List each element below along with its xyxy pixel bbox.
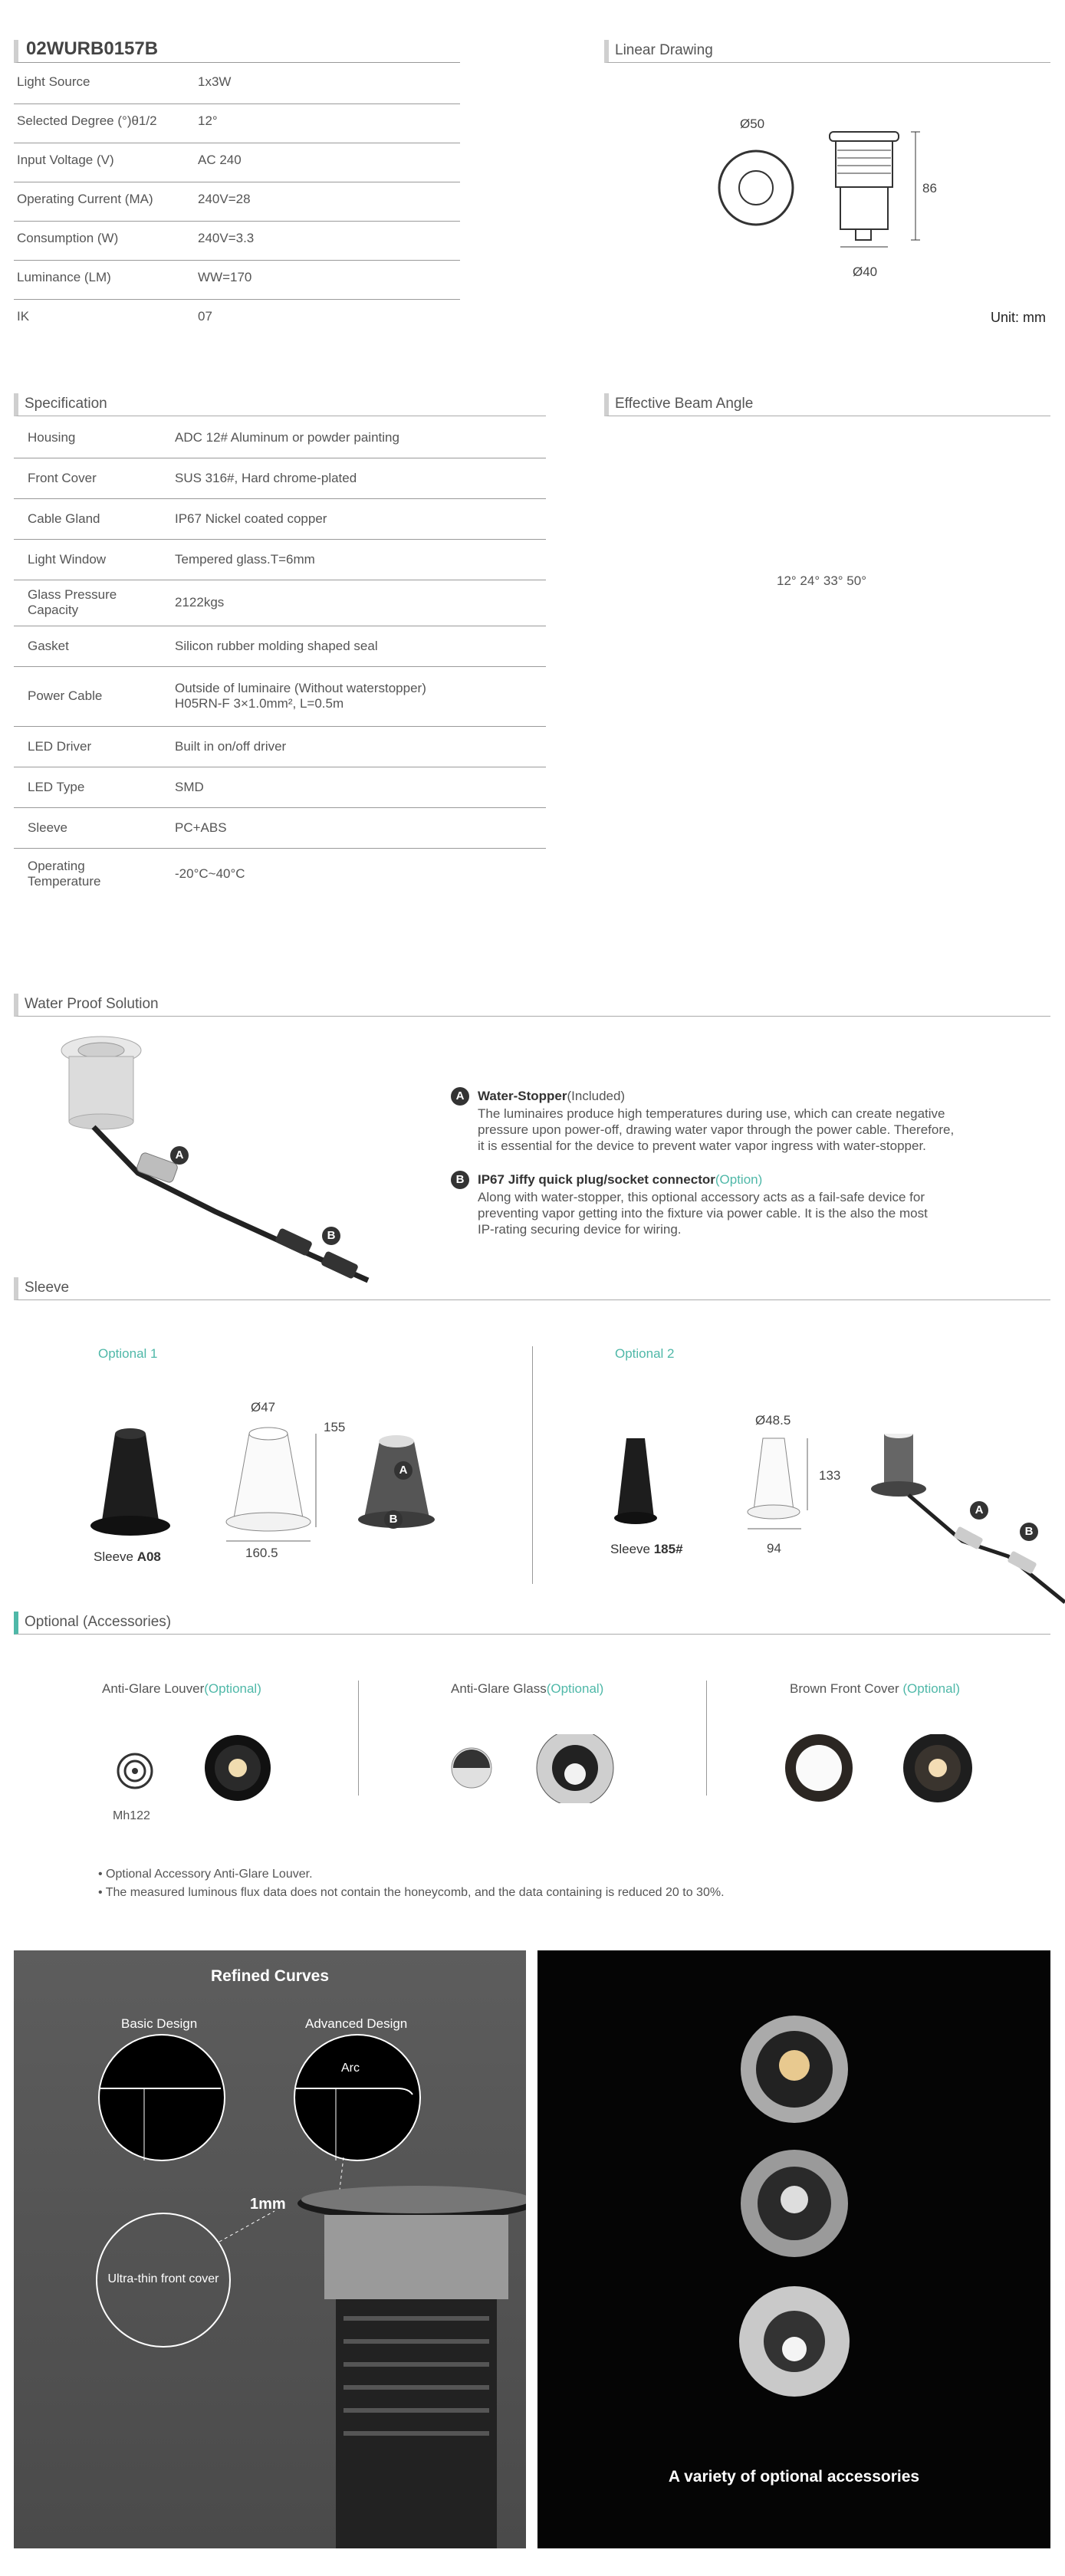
param-value: 1x3W bbox=[198, 74, 232, 89]
sleeve-2-width: 94 bbox=[767, 1541, 781, 1556]
linear-drawing-title: Linear Drawing bbox=[615, 42, 713, 58]
sleeve-1-model: A08 bbox=[136, 1549, 161, 1564]
param-divider bbox=[14, 221, 460, 222]
spec-label: Light Window bbox=[28, 551, 107, 567]
spec-label: Housing bbox=[28, 429, 76, 445]
accessories-header bbox=[14, 1612, 1050, 1635]
param-value: 07 bbox=[198, 309, 212, 324]
water-stopper-note: (Included) bbox=[567, 1089, 626, 1103]
sleeve-option-1-label: Optional 1 bbox=[98, 1346, 158, 1361]
basic-design-label: Basic Design bbox=[121, 2016, 198, 2031]
spec-value: Outside of luminaire (Without waterstopper) H05RN-F 3×1.0mm², L=0.5m bbox=[175, 681, 426, 711]
drawing-height: 86 bbox=[922, 181, 937, 196]
drawing-diameter-bottom: Ø40 bbox=[853, 264, 878, 279]
accessory-cover-opt: (Optional) bbox=[902, 1681, 961, 1696]
spec-value: SMD bbox=[175, 779, 204, 794]
param-value: 12° bbox=[198, 113, 218, 128]
sleeve-1-badge-a: A bbox=[394, 1461, 413, 1480]
waterproof-header bbox=[14, 994, 1050, 1017]
sleeve-1-badge-b: B bbox=[384, 1510, 403, 1529]
beam-angle-header bbox=[604, 393, 1050, 416]
linear-drawing-figure bbox=[705, 115, 935, 291]
spec-value: 2122kgs bbox=[175, 595, 225, 610]
accessory-cover-label bbox=[790, 1681, 960, 1697]
beam-angle-values: 12° 24° 33° 50° bbox=[777, 573, 866, 588]
param-label: Consumption (W) bbox=[17, 231, 119, 245]
linear-drawing-header bbox=[604, 40, 1050, 63]
sleeve-header bbox=[14, 1277, 1050, 1300]
spec-value: Silicon rubber molding shaped seal bbox=[175, 638, 378, 653]
sleeve-2-badge-a: A bbox=[970, 1501, 988, 1520]
sleeve-a08-figure bbox=[84, 1426, 452, 1556]
sleeve-1-prefix: Sleeve bbox=[94, 1549, 137, 1564]
brown-cover-image bbox=[785, 1734, 853, 1802]
spec-value: IP67 Nickel coated copper bbox=[175, 511, 327, 526]
refined-curves-title: Refined Curves bbox=[210, 1967, 330, 1985]
waterproof-illustration bbox=[46, 1027, 383, 1296]
louver-model: Mh122 bbox=[113, 1809, 150, 1822]
refined-curves-panel bbox=[14, 1950, 526, 2548]
product-code-header bbox=[14, 40, 460, 63]
spec-label: LED Driver bbox=[28, 738, 92, 754]
param-divider bbox=[14, 299, 460, 300]
variety-caption: A variety of optional accessories bbox=[668, 2468, 920, 2486]
param-value: WW=170 bbox=[198, 270, 252, 284]
spec-value: Tempered glass.T=6mm bbox=[175, 551, 315, 567]
waterproof-badge-a-figure: A bbox=[170, 1146, 189, 1165]
param-value: 240V=3.3 bbox=[198, 231, 255, 245]
glass-fixture-image bbox=[537, 1734, 613, 1803]
arc-label: Arc bbox=[341, 2062, 360, 2075]
spec-label: Operating Temperature bbox=[28, 859, 101, 889]
sleeve-2-diameter: Ø48.5 bbox=[755, 1413, 791, 1428]
accessory-louver-opt: (Optional) bbox=[204, 1681, 261, 1696]
spec-label: Cable Gland bbox=[28, 511, 100, 526]
sleeve-2-prefix: Sleeve bbox=[610, 1542, 654, 1556]
accessory-glass-name: Anti-Glare Glass bbox=[451, 1681, 547, 1696]
accessory-note-1: • Optional Accessory Anti-Glare Louver. bbox=[98, 1868, 313, 1881]
param-label: Input Voltage (V) bbox=[17, 153, 114, 167]
param-divider bbox=[14, 260, 460, 261]
waterproof-title: Water Proof Solution bbox=[25, 996, 159, 1012]
sleeve-divider bbox=[532, 1346, 533, 1584]
spec-label: Glass Pressure Capacity bbox=[28, 587, 117, 617]
spec-label: Front Cover bbox=[28, 470, 97, 485]
connector-text: Along with water-stopper, this optional accessory acts as a fail-safe device for preventing vapor getting into the fixture via power cable. It is the also the most IP-rating securing device for wiring. bbox=[478, 1190, 928, 1237]
spec-divider bbox=[14, 807, 546, 808]
sleeve-1-height: 155 bbox=[324, 1420, 346, 1434]
drawing-front-outer bbox=[719, 151, 793, 225]
spec-label: LED Type bbox=[28, 779, 85, 794]
sleeve-2-model: 185# bbox=[653, 1542, 683, 1556]
beam-angle-title: Effective Beam Angle bbox=[615, 396, 754, 412]
ultra-thin-label: Ultra-thin front cover bbox=[107, 2272, 219, 2285]
water-stopper-title: Water-Stopper bbox=[478, 1089, 567, 1103]
brown-cover-fixture-image bbox=[903, 1734, 972, 1802]
product-code: 02WURB0157B bbox=[26, 38, 159, 59]
accessory-louver-label bbox=[102, 1681, 261, 1697]
accessory-note-2: • The measured luminous flux data does not contain the honeycomb, and the data containing is reduced 20 to 30%. bbox=[98, 1886, 725, 1899]
spec-label: Sleeve bbox=[28, 820, 67, 835]
spec-value: SUS 316#, Hard chrome-plated bbox=[175, 470, 357, 485]
louver-fixture-image bbox=[205, 1735, 271, 1801]
refined-curves-graphic bbox=[14, 1950, 526, 2548]
param-value: 240V=28 bbox=[198, 192, 251, 206]
drawing-side-view bbox=[830, 132, 920, 247]
sleeve-2-badge-b: B bbox=[1020, 1523, 1038, 1541]
spec-value: -20°C~40°C bbox=[175, 866, 245, 881]
advanced-design-label: Advanced Design bbox=[305, 2016, 408, 2031]
specification-title: Specification bbox=[25, 396, 107, 412]
drawing-diameter-top: Ø50 bbox=[740, 117, 765, 131]
param-label: IK bbox=[17, 309, 30, 324]
spec-value: ADC 12# Aluminum or powder painting bbox=[175, 429, 399, 445]
sleeve-title: Sleeve bbox=[25, 1280, 70, 1296]
accessory-glass-label bbox=[451, 1681, 603, 1697]
water-stopper-text: The luminaires produce high temperatures during use, which can create negative pressure upon power-off, drawing water vapor through the power cable. Therefore, it is essential for the device to prevent water vapor ingress with water-stopper. bbox=[478, 1106, 955, 1153]
spec-label: Power Cable bbox=[28, 688, 103, 703]
param-label: Luminance (LM) bbox=[17, 270, 111, 284]
accessory-cover-name: Brown Front Cover bbox=[790, 1681, 903, 1696]
spec-value: Built in on/off driver bbox=[175, 738, 287, 754]
sleeve-option-2-label: Optional 2 bbox=[615, 1346, 675, 1361]
param-label: Operating Current (MA) bbox=[17, 192, 153, 206]
accessory-images bbox=[107, 1734, 981, 1803]
waterproof-badge-a: A bbox=[451, 1087, 469, 1106]
sleeve-2-height: 133 bbox=[819, 1468, 841, 1483]
param-label: Selected Degree (°)θ1/2 bbox=[17, 113, 157, 128]
accessories-title: Optional (Accessories) bbox=[25, 1614, 172, 1630]
spec-label: Gasket bbox=[28, 638, 69, 653]
sleeve-2-name bbox=[610, 1542, 683, 1557]
spec-value: PC+ABS bbox=[175, 820, 227, 835]
accessory-louver-name: Anti-Glare Louver bbox=[102, 1681, 205, 1696]
specification-header bbox=[14, 393, 546, 416]
accessory-glass-opt: (Optional) bbox=[546, 1681, 604, 1696]
drawing-front-inner bbox=[739, 171, 773, 205]
connector-note: (Option) bbox=[715, 1172, 763, 1187]
param-value: AC 240 bbox=[198, 153, 242, 167]
connector-title: IP67 Jiffy quick plug/socket connector bbox=[478, 1172, 715, 1187]
param-label: Light Source bbox=[17, 74, 90, 89]
sleeve-1-diameter: Ø47 bbox=[251, 1400, 276, 1414]
louver-image bbox=[118, 1754, 152, 1788]
connector-heading bbox=[478, 1172, 762, 1188]
variety-graphic bbox=[537, 1950, 1050, 2548]
water-stopper-heading bbox=[478, 1089, 625, 1104]
sleeve-185-figure bbox=[610, 1434, 1065, 1618]
sleeve-1-width: 160.5 bbox=[245, 1546, 278, 1560]
waterproof-badge-b: B bbox=[451, 1171, 469, 1189]
sleeve-1-name bbox=[94, 1549, 161, 1565]
accessories-variety-panel bbox=[537, 1950, 1050, 2548]
waterproof-badge-b-figure: B bbox=[322, 1227, 340, 1245]
glass-image bbox=[452, 1748, 491, 1788]
thickness-label: 1mm bbox=[250, 2196, 286, 2213]
drawing-unit: Unit: mm bbox=[991, 310, 1046, 325]
